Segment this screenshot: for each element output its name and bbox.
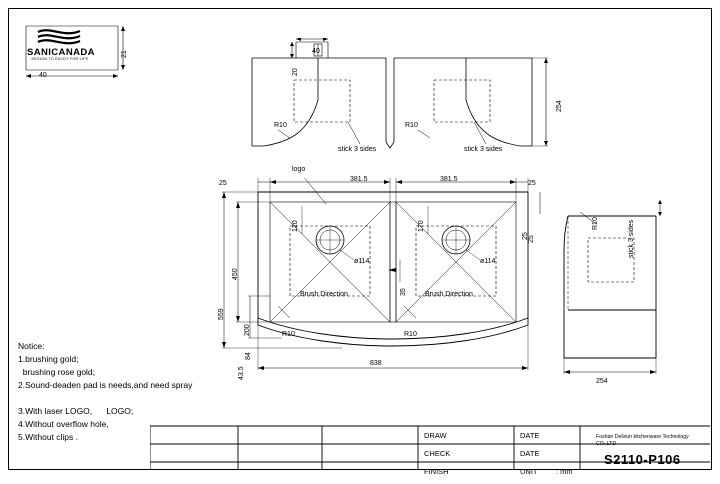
plan-dim-35: 35 [400,288,407,296]
brand-tagline: DESIGN TO ENJOY FOR LIFE [31,57,89,61]
titleblock-draw-label: DRAW [424,431,447,440]
plan-dim-170: 170 [418,220,425,232]
notice-line-5: 3.With laser LOGO, LOGO; [18,406,134,416]
front-note-right: stick 3 sides [464,146,503,153]
plan-dim-200: 200 [244,324,251,336]
plan-brush-right: Brush Direction [425,291,473,298]
plan-drain-left: ø114 [354,258,370,265]
top-dim-20: 20 [292,68,299,76]
front-height-254: 254 [556,100,563,112]
titleblock-company: Foshan Delixun kitchenware Technology CO.,LTD [596,434,689,447]
plan-overall-height: 559 [218,308,225,320]
plan-dim-120: 120 [292,220,299,232]
titleblock-date-label-2: DATE [520,449,540,458]
side-note: stick 3 sides [628,219,635,258]
plan-dim-84: 84 [245,352,252,360]
titleblock-part-no: S2110-P106 [604,452,681,467]
side-dim-25: 25 [522,232,529,240]
front-radius-right: R10 [405,122,418,129]
top-dim-40: 40 [312,48,320,55]
front-elevation-view [248,38,578,168]
plan-bowl-left-width: 381.5 [350,176,368,183]
plan-brush-left: Brush Direction [300,291,348,298]
notice-line-6: 4.Without overflow hole, [18,419,109,429]
logo-height-dim: 21 [121,50,128,58]
plan-dim-43-5: 43.5 [238,366,245,380]
plan-view [222,178,562,388]
notice-line-2: brushing rose gold; [18,367,96,377]
titleblock-date-label-1: DATE [520,431,540,440]
side-radius: R10 [592,217,599,230]
notice-line-3: 2.Sound-deaden pad is needs,and need spray [18,380,193,390]
plan-dim-25-right: 25 [528,235,535,243]
logo-width-dim: 40 [39,72,47,79]
titleblock-unit-value: : mm [556,467,573,476]
front-radius-left: R10 [274,122,287,129]
plan-overall-width: 838 [370,360,382,367]
plan-right-margin: 25 [528,180,536,187]
titleblock-check-label: CHECK [424,449,451,458]
plan-drain-right: ø114 [480,258,496,265]
notice-line-7: 5.Without clips . [18,432,78,442]
plan-inner-height: 450 [232,268,239,280]
plan-bowl-right-width: 381.5 [440,176,458,183]
side-depth: 254 [596,378,608,385]
plan-left-margin: 25 [219,180,227,187]
notice-title: Notice: [18,341,45,351]
titleblock-unit-label: UNIT [520,467,538,476]
plan-radius-br: R10 [404,331,417,338]
titleblock-finish-label: FINISH [424,467,449,476]
plan-radius-bl: R10 [282,331,295,338]
side-view [560,190,670,380]
front-note-left: stick 3 sides [338,146,377,153]
notice-line-1: 1.brushing gold; [18,354,79,364]
plan-logo-leader: logo [292,166,306,173]
brand-name: SANICANADA [27,47,95,58]
